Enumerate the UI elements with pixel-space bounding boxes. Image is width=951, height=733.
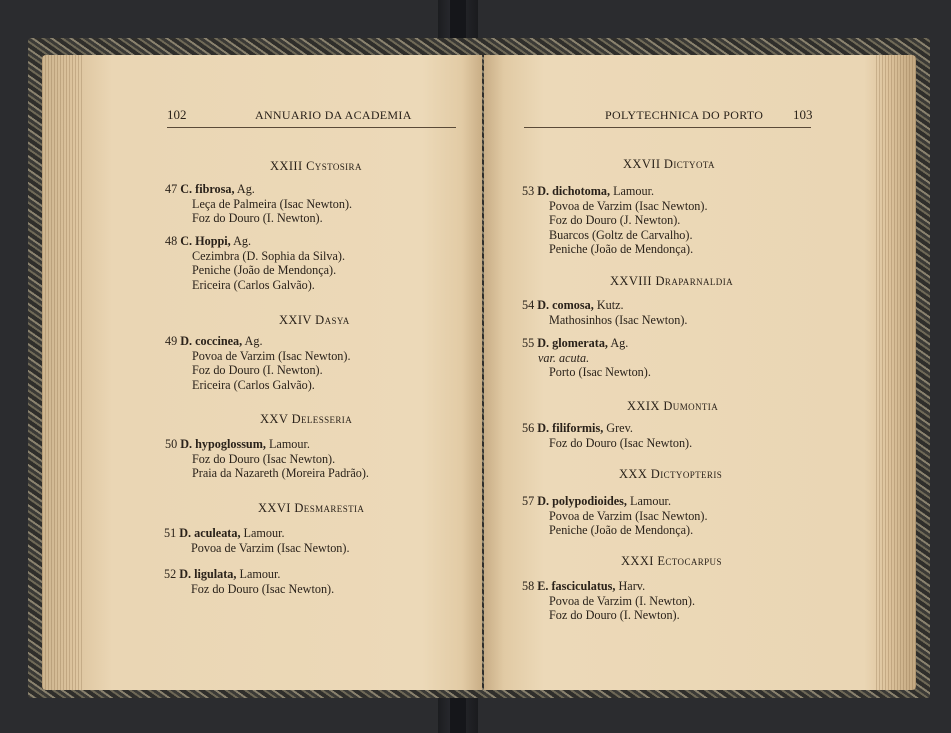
species-entry: 53 D. dichotoma, Lamour. Povoa de Varzim (Isac Newton). Foz do Douro (J. Newton). Buarcos (Goltz de Carvalho). Peniche (João de Mendonça). [522,184,708,257]
species-entry: 57 D. polypodioides, Lamour. Povoa de Varzim (Isac Newton). Peniche (João de Mendonça). [522,494,708,538]
section-heading: XXIV Dasya [279,313,350,327]
header-rule [167,127,456,128]
running-head: POLYTECHNICA DO PORTO [605,108,764,122]
section-heading: XXXI Ectocarpus [621,554,722,568]
species-entry: 48 C. Hoppi, Ag. Cezimbra (D. Sophia da Silva). Peniche (João de Mendonça). Ericeira (Carlos Galvão). [165,234,345,292]
right-page [484,55,916,690]
section-heading: XXX Dictyopteris [619,467,723,481]
section-heading: XXIII Cystosira [270,159,362,173]
page-number: 102 [167,107,187,122]
species-entry: 52 D. ligulata, Lamour. Foz do Douro (Isac Newton). [164,567,335,596]
page-number: 103 [793,107,813,122]
species-entry: 49 D. coccinea, Ag. Povoa de Varzim (Isac Newton). Foz do Douro (I. Newton). Ericeira (Carlos Galvão). [165,334,351,392]
header-rule [524,127,811,128]
page-edge [42,55,82,690]
section-heading: XXVII Dictyota [623,157,715,171]
page-edge [876,55,916,690]
species-entry: 55 D. glomerata, Ag. var. acuta. Porto (Isac Newton). [522,336,651,380]
species-entry: 54 D. comosa, Kutz. Mathosinhos (Isac Newton). [522,298,688,327]
section-heading: XXV Delesseria [260,412,353,426]
species-entry: 58 E. fasciculatus, Harv. Povoa de Varzim (I. Newton). Foz do Douro (I. Newton). [522,579,695,623]
species-entry: 47 C. fibrosa, Ag. Leça de Palmeira (Isac Newton). Foz do Douro (I. Newton). [165,182,353,226]
section-heading: XXIX Dumontia [627,399,719,413]
section-heading: XXVI Desmarestia [258,501,365,515]
section-heading: XXVIII Draparnaldia [610,274,733,288]
running-head: ANNUARIO DA ACADEMIA [255,108,412,122]
species-entry: 56 D. filiformis, Grev. Foz do Douro (Isac Newton). [522,421,693,450]
left-page [42,55,482,690]
species-entry: 51 D. aculeata, Lamour. Povoa de Varzim (Isac Newton). [164,526,350,555]
species-entry: 50 D. hypoglossum, Lamour. Foz do Douro (Isac Newton). Praia da Nazareth (Moreira Padrão). [165,437,369,481]
